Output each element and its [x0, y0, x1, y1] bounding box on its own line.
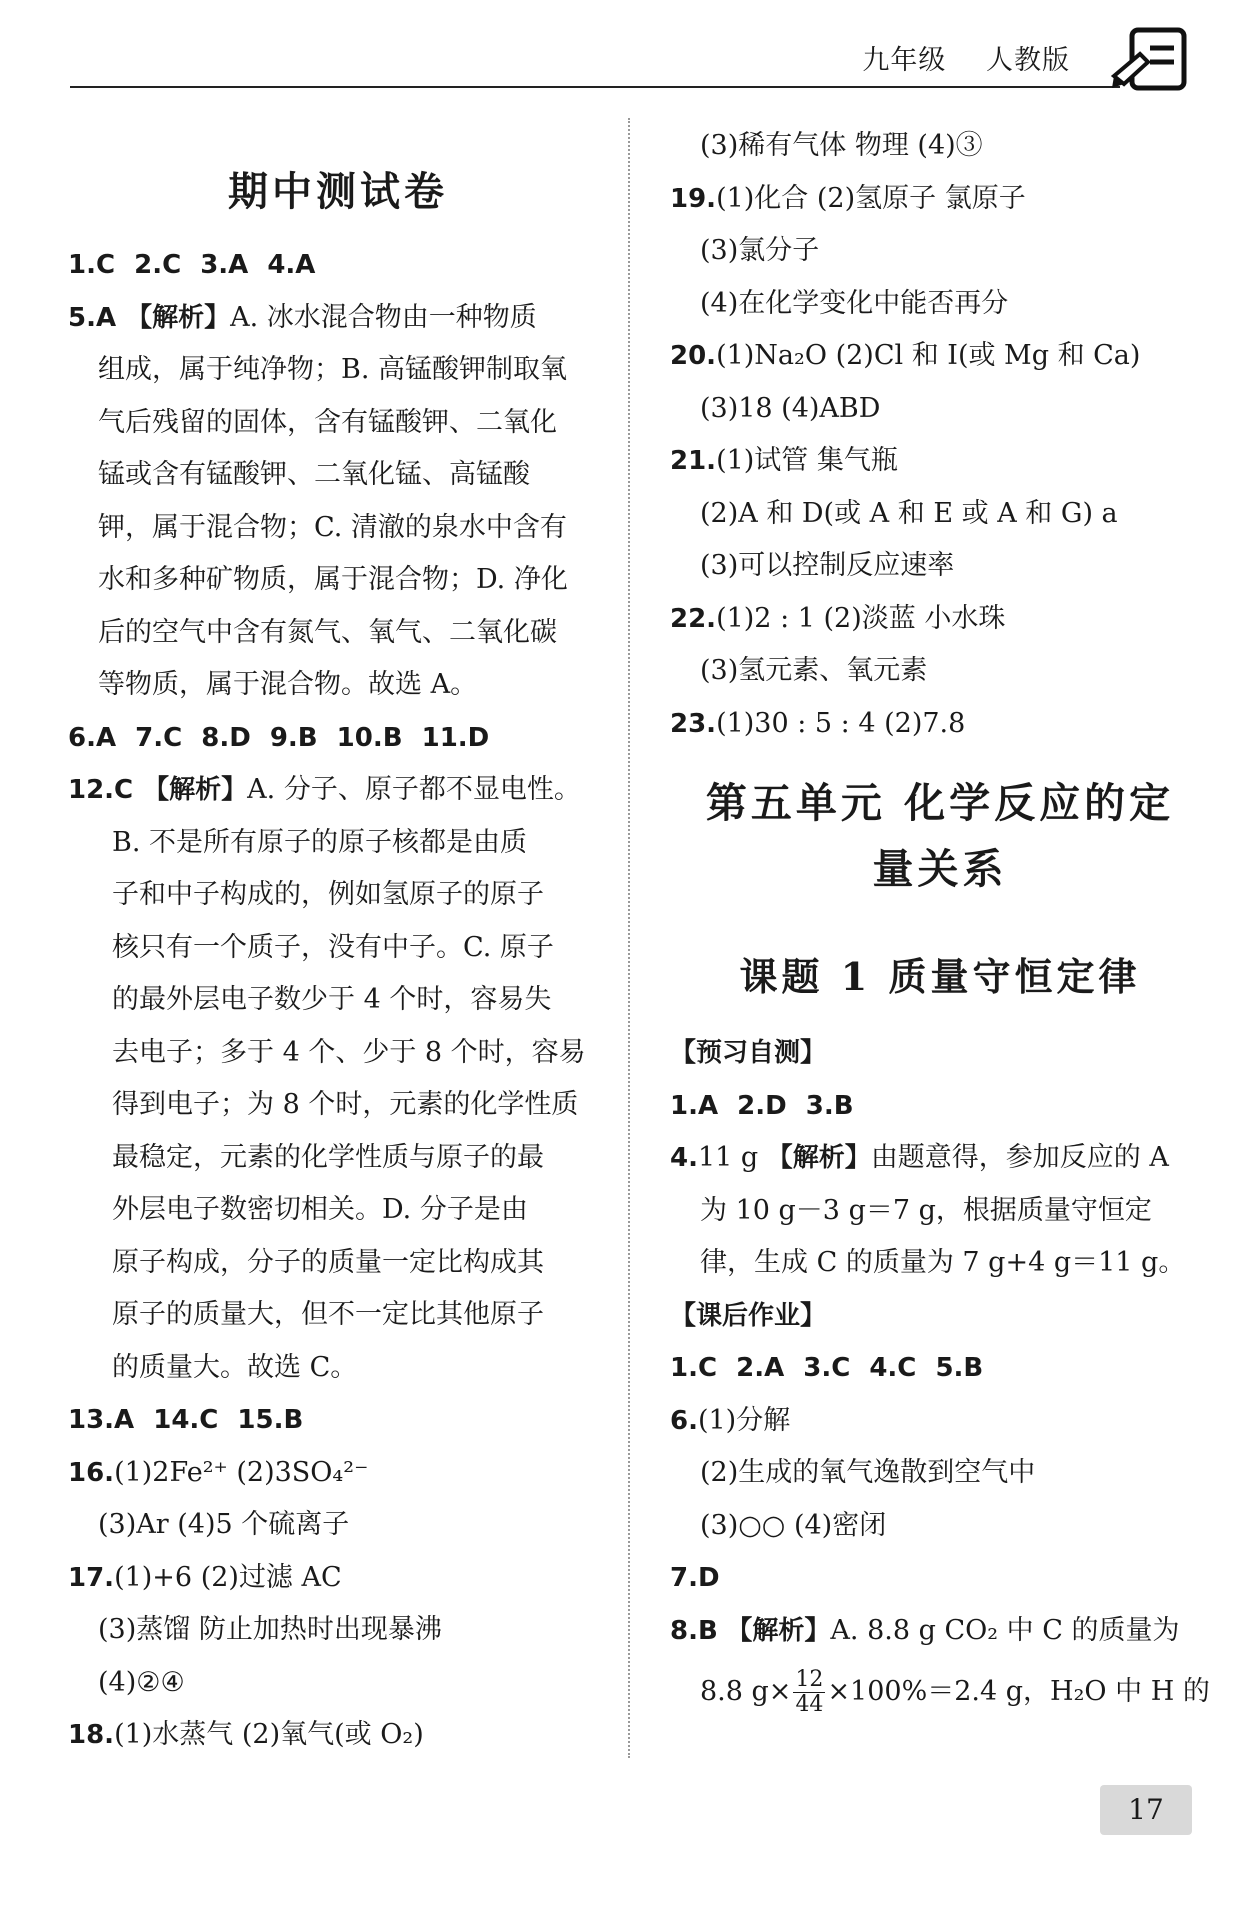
- q8-line2: [670, 1657, 1210, 1727]
- q4-line2: 为 10 g－3 g＝7 g，根据质量守恒定: [700, 1194, 1152, 1226]
- answer-line: [68, 764, 608, 817]
- answer-text: (1)化合 (2)氢原子 氯原子: [716, 182, 1026, 214]
- q4-line1: 由题意得，参加反应的 A: [870, 1142, 1169, 1173]
- answer-line: [670, 173, 1210, 226]
- q4-number: 4.: [670, 1143, 698, 1173]
- q8-fraction: [793, 1668, 825, 1717]
- page-header: [70, 20, 1190, 90]
- answer-text: (1)2Fe²⁺ (2)3SO₄²⁻: [114, 1456, 369, 1488]
- answer-line: 去电子；多于 4 个、少于 8 个时，容易: [112, 1036, 586, 1068]
- answer-line: 水和多种矿物质，属于混合物；D. 净化: [98, 564, 568, 595]
- lesson-title: 课题 1 质量守恒定律: [739, 954, 1141, 999]
- q7-answer: 7.D: [670, 1563, 720, 1593]
- answer-text: A. 分子、原子都不显电性。: [247, 774, 581, 805]
- answer-line: 13.A 14.C 15.B: [68, 1405, 304, 1435]
- answer-line: 钾，属于混合物；C. 清澈的泉水中含有: [98, 511, 567, 543]
- unit-title: [670, 770, 1210, 902]
- question-number: 20.: [670, 341, 717, 371]
- q6-line3: (3)○○ (4)密闭: [700, 1509, 887, 1541]
- q4-line3: 律，生成 C 的质量为 7 g+4 g＝11 g。: [700, 1247, 1186, 1278]
- unit-title-line2: 量关系: [872, 845, 1008, 893]
- answer-line: (3)氢元素、氧元素: [700, 655, 928, 686]
- unit-title-line1: 第五单元 化学反应的定: [705, 779, 1175, 827]
- question-number: 17.: [68, 1562, 115, 1593]
- answer-line: 组成，属于纯净物；B. 高锰酸钾制取氧: [98, 354, 568, 385]
- question-number: 19.: [670, 183, 717, 214]
- answer-line: (3)稀有气体 物理 (4)③: [700, 130, 983, 161]
- q4-line: [670, 1132, 1210, 1185]
- answer-line: (3)Ar (4)5 个硫离子: [98, 1509, 350, 1540]
- q8-text2-post: ×100%＝2.4 g，H₂O 中 H 的: [827, 1676, 1210, 1707]
- answer-line: [68, 1552, 608, 1605]
- grade-label: 九年级: [862, 45, 947, 76]
- answer-text: (1)试管 集气瓶: [716, 445, 898, 476]
- q6-line2: (2)生成的氧气逸散到空气中: [700, 1457, 1036, 1488]
- homework-answers: 1.C 2.A 3.C 4.C 5.B: [670, 1353, 984, 1383]
- answer-line: 原子构成，分子的质量一定比构成其: [112, 1246, 544, 1278]
- q8-text1: A. 8.8 g CO₂ 中 C 的质量为: [830, 1614, 1180, 1646]
- answer-line: 1.C 2.C 3.A 4.A: [68, 250, 316, 280]
- answer-line: 气后残留的固体，含有锰酸钾、二氧化: [98, 406, 557, 438]
- question-number: 22.: [670, 603, 717, 634]
- answer-line: 最稳定，元素的化学性质与原子的最: [112, 1141, 544, 1173]
- answer-line: (4)②④: [98, 1666, 185, 1698]
- right-answer-list: [670, 120, 1210, 750]
- answer-line: [68, 1447, 608, 1500]
- q8-analysis-tag: 【解析】: [726, 1615, 831, 1646]
- midterm-title: 期中测试卷: [228, 169, 448, 215]
- answer-line: 得到电子；为 8 个时，元素的化学性质: [112, 1089, 579, 1120]
- edition-label: 人教版: [986, 45, 1070, 76]
- q4-analysis-tag: 【解析】: [766, 1143, 871, 1173]
- answer-line: 子和中子构成的，例如氢原子的原子: [112, 879, 544, 910]
- question-number: 5.A: [68, 302, 117, 333]
- right-column: [670, 120, 1210, 1727]
- answer-line: (3)蒸馏 防止加热时出现暴沸: [98, 1614, 442, 1645]
- q8-number: 8.B: [670, 1615, 718, 1646]
- analysis-tag: 【解析】: [126, 302, 231, 333]
- q6-number: 6.: [670, 1405, 698, 1436]
- answer-line: [68, 292, 608, 345]
- answer-line: 核只有一个质子，没有中子。C. 原子: [112, 931, 554, 963]
- answer-line: [670, 330, 1210, 383]
- q8-text2-pre: 8.8 g×: [700, 1676, 792, 1707]
- preview-answers: 1.A 2.D 3.B: [670, 1090, 854, 1121]
- header-rule: [70, 86, 1120, 88]
- question-number: 21.: [670, 446, 717, 476]
- question-number: 16.: [68, 1457, 115, 1488]
- answer-line: B. 不是所有原子的原子核都是由质: [112, 826, 528, 858]
- q6-line1: [670, 1395, 1210, 1448]
- answer-line: [670, 698, 1210, 751]
- answer-line: 后的空气中含有氮气、氧气、二氧化碳: [98, 616, 557, 648]
- answer-line: (4)在化学变化中能否再分: [700, 287, 1009, 319]
- q8-frac-denominator: 44: [795, 1692, 824, 1717]
- answer-line: [670, 593, 1210, 646]
- answer-line: 6.A 7.C 8.D 9.B 10.B 11.D: [68, 722, 490, 753]
- answer-line: (3)18 (4)ABD: [700, 392, 881, 424]
- answer-line: [68, 1709, 608, 1762]
- answer-line: 的最外层电子数少于 4 个时，容易失: [112, 984, 552, 1015]
- pencil-logo-icon: [1110, 24, 1190, 94]
- analysis-tag: 【解析】: [143, 775, 248, 805]
- answer-line: (3)氯分子: [700, 235, 820, 266]
- page-number: 17: [1100, 1785, 1192, 1835]
- left-answer-list: [68, 239, 608, 1762]
- question-number: 23.: [670, 708, 717, 739]
- left-column: [68, 120, 608, 1762]
- answer-line: [670, 435, 1210, 488]
- q8-line1: [670, 1605, 1210, 1658]
- answer-line: 锰或含有锰酸钾、二氧化锰、高锰酸: [98, 459, 530, 490]
- answer-line: (3)可以控制反应速率: [700, 550, 955, 581]
- q4-answer: 11 g: [697, 1142, 759, 1173]
- q6-part1: (1)分解: [697, 1404, 791, 1436]
- q8-frac-numerator: 12: [795, 1667, 824, 1692]
- answer-text: (1)Na₂O (2)Cl 和 I(或 Mg 和 Ca): [716, 340, 1141, 371]
- answer-line: 外层电子数密切相关。D. 分子是由: [112, 1194, 528, 1225]
- answer-text: (1)2 : 1 (2)淡蓝 小水珠: [716, 602, 1006, 634]
- question-number: 12.C: [68, 775, 134, 805]
- answer-line: (2)A 和 D(或 A 和 E 或 A 和 G) a: [700, 497, 1118, 529]
- preview-label: 【预习自测】: [670, 1038, 827, 1068]
- answer-text: (1)30 : 5 : 4 (2)7.8: [716, 707, 966, 739]
- header-text: [832, 38, 1070, 77]
- answer-line: 的质量大。故选 C。: [112, 1351, 358, 1383]
- answer-text: (1)水蒸气 (2)氧气(或 O₂): [114, 1719, 424, 1750]
- answer-line: 原子的质量大，但不一定比其他原子: [112, 1299, 544, 1330]
- answer-text: (1)+6 (2)过滤 AC: [114, 1561, 342, 1593]
- answer-text: A. 冰水混合物由一种物质: [230, 301, 537, 333]
- answer-line: 等物质，属于混合物。故选 A。: [98, 669, 478, 700]
- column-divider: [628, 118, 630, 1758]
- homework-label: 【课后作业】: [670, 1300, 827, 1331]
- question-number: 18.: [68, 1720, 115, 1750]
